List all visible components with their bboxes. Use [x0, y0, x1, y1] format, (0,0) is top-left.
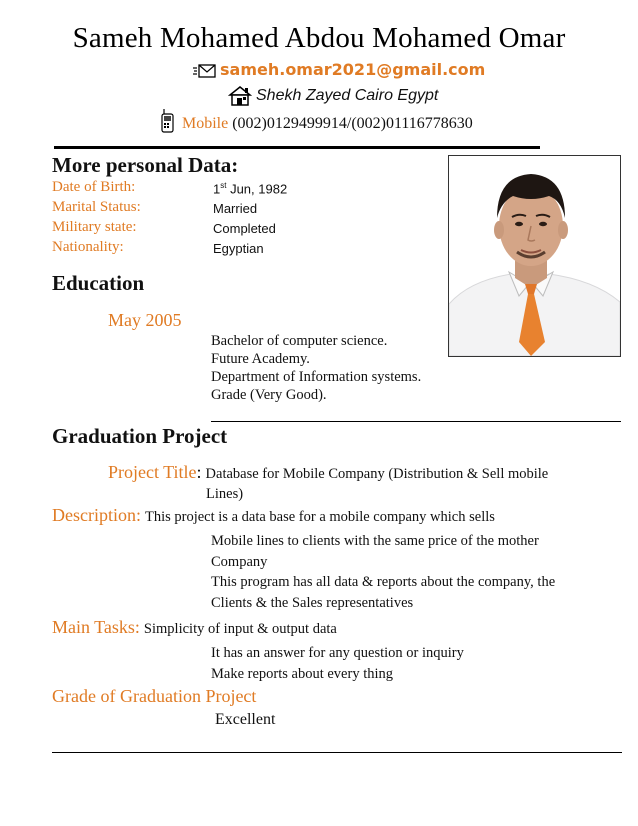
description-first-line: This project is a data base for a mobile company which sells [144, 509, 495, 525]
main-tasks-line: Make reports about every thing [211, 666, 394, 682]
dob-value [213, 181, 287, 196]
personal-data-heading: More personal Data: [52, 153, 239, 177]
dob-ordinal-suffix: st [220, 181, 227, 190]
description-line: This program has all data & reports about the company, the [211, 574, 556, 590]
footer-divider [52, 752, 622, 753]
main-tasks-first-line: Simplicity of input & output data [143, 621, 337, 637]
project-title-colon: : [196, 462, 202, 482]
education-line: Bachelor of computer science. [211, 333, 388, 349]
description-line: Mobile lines to clients with the same price of the mother [211, 533, 539, 549]
description-line: Company [211, 554, 268, 570]
mobile-phone-icon [160, 108, 176, 139]
description-label: Description: [52, 505, 141, 525]
project-title-value-continued: Lines) [206, 486, 244, 502]
education-divider [211, 421, 621, 422]
mobile-numbers: (002)0129499914/(002)01116778630 [232, 115, 473, 132]
main-tasks-label: Main Tasks: [52, 617, 140, 637]
profile-photo [448, 155, 621, 357]
nationality-label: Nationality: [52, 239, 124, 255]
military-value: Completed [213, 221, 276, 236]
grade-heading: Grade of Graduation Project [52, 686, 257, 706]
main-tasks-line: It has an answer for any question or inquiry [211, 645, 464, 661]
mobile-label: Mobile [182, 115, 229, 132]
email-address[interactable]: sameh.omar2021@gmail.com [220, 60, 486, 79]
header-divider [54, 146, 540, 149]
project-title-label: Project Title [108, 462, 197, 482]
education-line: Grade (Very Good). [211, 387, 327, 403]
dob-label: Date of Birth: [52, 179, 136, 195]
education-line: Department of Information systems. [211, 369, 422, 385]
project-title-row [108, 462, 548, 483]
graduation-project-heading: Graduation Project [52, 424, 228, 448]
dob-day: 1 [213, 181, 221, 197]
main-tasks-row [52, 617, 337, 638]
description-row [52, 505, 495, 526]
dob-rest: Jun, 1982 [226, 181, 288, 197]
nationality-value: Egyptian [213, 241, 264, 256]
description-line: Clients & the Sales representatives [211, 595, 414, 611]
address: Shekh Zayed Cairo Egypt [256, 87, 439, 104]
resume-name: Sameh Mohamed Abdou Mohamed Omar [72, 22, 566, 54]
military-label: Military state: [52, 219, 137, 235]
education-date: May 2005 [108, 310, 182, 330]
marital-label: Marital Status: [52, 199, 141, 215]
house-icon [228, 85, 252, 112]
education-heading: Education [52, 271, 145, 295]
marital-value: Married [213, 201, 258, 216]
mobile-line [182, 115, 473, 133]
email-icon [193, 62, 217, 85]
grade-value: Excellent [215, 711, 276, 728]
education-line: Future Academy. [211, 351, 310, 367]
project-title-value: Database for Mobile Company (Distribution & Sell mobile [205, 466, 549, 482]
